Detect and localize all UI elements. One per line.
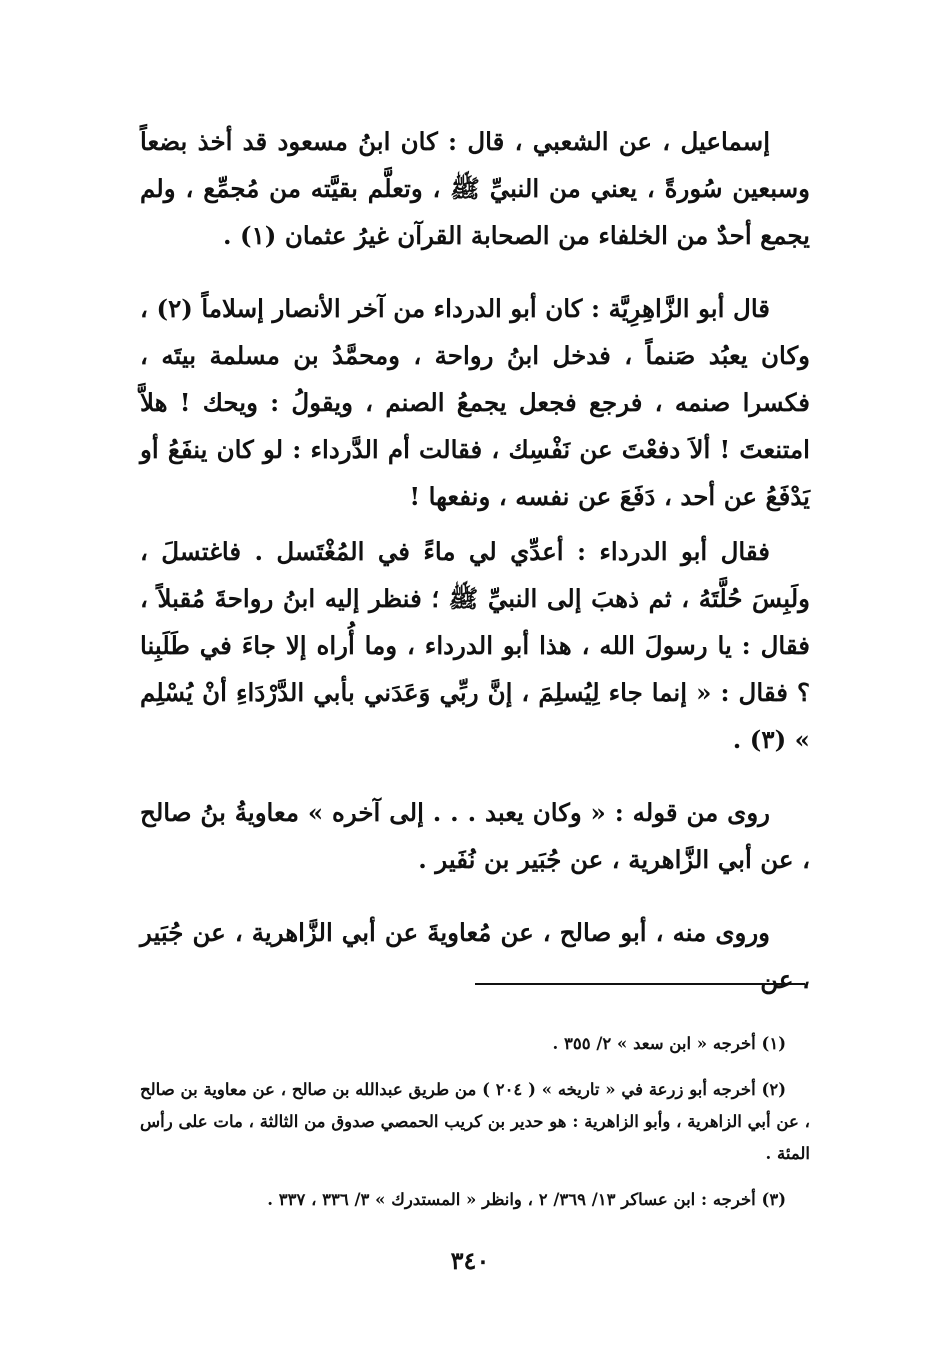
footnote-3: (٣) أخرجه : ابن عساكر ١٣/ ٣٦٩/ ٢ ، وانظر « المستدرك » ٣/ ٣٣٦ ، ٣٣٧ . — [267, 1190, 786, 1209]
paragraph-5: وروى منه ، أبو صالح ، عن مُعاويةَ عن أبي الزَّاهرية ، عن جُبَير ، عن — [140, 918, 810, 994]
paragraph-4: روى من قوله : « وكان يعبد . . . إلى آخره » معاويةُ بنُ صالح ، عن أبي الزَّاهرية ، عن جُبَير بن نُفَير . — [140, 798, 810, 874]
paragraph-3: فقال أبو الدرداء : أعدِّي لي ماءً في المُغْتَسل . فاغتسلَ ، ولَبِسَ حُلَّتَهُ ، ثم ذهبَ إلى النبيِّ ﷺ ؛ فنظر إليه ابنُ رواحةَ مُقبلاً ، فقال : يا رسولَ الله ، هذا أبو الدرداء ، وما أُراه إلا جاءَ في طَلَبِنا ؟ فقال : « إنما جاء لِيُسلِمَ ، إنَّ ربِّي وَعَدَني بأبي الدَّرْدَاءِ أنْ يُسْلِم » (٣) . — [140, 537, 810, 754]
paragraph-2: قال أبو الزَّاهِرِيَّة : كان أبو الدرداء من آخر الأنصار إسلاماً (٢) ، وكان يعبُد صَنماً ، فدخل ابنُ رواحة ، ومحمَّدُ بن مسلمة بيتَه ، فكسرا صنمه ، فرجع فجعل يجمعُ الصنم ، ويقولُ : ويحك ! هلاَّ امتنعتَ ! ألاَ دفعْتَ عن نَفْسِك ، فقالت أم الدَّرداء : لو كان ينفَعُ أو يَدْفَعُ عن أحد ، دَفَعَ عن نفسه ، ونفعها ! — [140, 294, 810, 511]
page-number: ٣٤٠ — [450, 1246, 490, 1275]
footnotes — [140, 1028, 810, 1230]
footnote-divider — [475, 983, 805, 985]
footnote-2: (٢) أخرجه أبو زرعة في « تاريخه » ( ٢٠٤ ) من طريق عبدالله بن صالح ، عن معاوية بن صالح ، عن أبي الزاهرية ، وأبو الزاهرية : هو حدير بن كريب الحمصي صدوق من الثالثة ، مات على رأس المئة . — [140, 1080, 810, 1163]
main-text — [140, 118, 810, 1003]
paragraph-1: إسماعيل ، عن الشعبي ، قال : كان ابنُ مسعود قد أخذ بضعاً وسبعين سُورةً ، يعني من النبيِّ ﷺ ، وتعلَّم بقيَّته من مُجمِّع ، ولم يجمع أحدٌ من الخلفاء من الصحابة القرآن غيرُ عثمان (١) . — [140, 127, 810, 250]
footnote-1: (١) أخرجه « ابن سعد » ٢/ ٣٥٥ . — [552, 1034, 786, 1053]
